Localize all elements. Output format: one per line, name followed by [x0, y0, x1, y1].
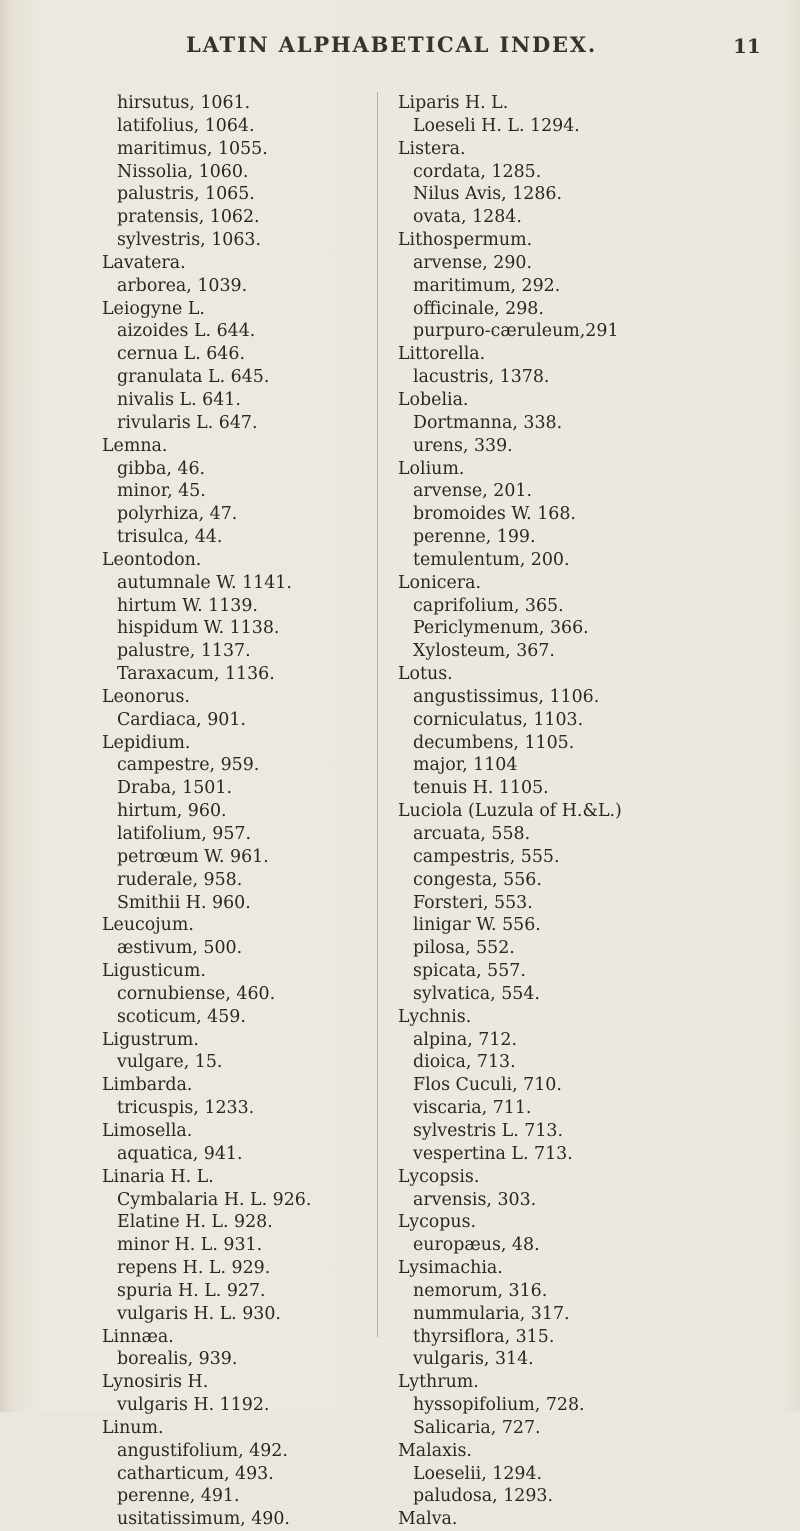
- species-entry: corniculatus, 1103.: [413, 709, 584, 730]
- genus-heading: Limosella.: [102, 1120, 193, 1141]
- species-entry: europæus, 48.: [413, 1235, 540, 1256]
- species-entry: Cymbalaria H. L. 926.: [117, 1189, 312, 1210]
- species-entry: campestre, 959.: [117, 755, 260, 776]
- species-entry: dioica, 713.: [413, 1052, 516, 1073]
- species-entry: Dortmanna, 338.: [413, 412, 563, 433]
- genus-heading: Limbarda.: [102, 1075, 193, 1096]
- species-entry: cernua L. 646.: [117, 344, 245, 365]
- genus-heading: Linnæa.: [102, 1326, 174, 1347]
- genus-heading: Lythrum.: [398, 1372, 479, 1393]
- species-entry: pratensis, 1062.: [117, 207, 260, 228]
- species-entry: trisulca, 44.: [117, 527, 223, 548]
- species-entry: polyrhiza, 47.: [117, 504, 238, 525]
- species-entry: angustissimus, 1106.: [413, 686, 600, 707]
- species-entry: maritimus, 1055.: [117, 138, 268, 159]
- species-entry: tricuspis, 1233.: [117, 1098, 255, 1119]
- genus-heading: Lonicera.: [398, 572, 482, 593]
- species-entry: campestris, 555.: [413, 846, 560, 867]
- genus-heading: Lepidium.: [102, 732, 191, 753]
- genus-heading: Lynosiris H.: [102, 1372, 209, 1393]
- species-entry: perenne, 199.: [413, 527, 536, 548]
- species-entry: petrœum W. 961.: [117, 846, 269, 867]
- genus-heading: Malva.: [398, 1509, 458, 1530]
- species-entry: hirtum W. 1139.: [117, 595, 258, 616]
- species-entry: congesta, 556.: [413, 869, 542, 890]
- genus-heading: Lychnis.: [398, 1006, 472, 1027]
- species-entry: lacustris, 1378.: [413, 367, 550, 388]
- species-entry: vulgare, 15.: [117, 1052, 223, 1073]
- left-index-column: [102, 92, 311, 1531]
- species-entry: Cardiaca, 901.: [117, 709, 246, 730]
- species-entry: viscaria, 711.: [413, 1098, 532, 1119]
- species-entry: scoticum, 459.: [117, 1006, 246, 1027]
- species-entry: major, 1104: [413, 755, 518, 776]
- species-entry: minor, 45.: [117, 481, 206, 502]
- species-entry: repens H. L. 929.: [117, 1258, 271, 1279]
- species-entry: Loeselii, 1294.: [413, 1463, 543, 1484]
- species-entry: gibba, 46.: [117, 458, 206, 479]
- genus-heading: Linaria H. L.: [102, 1166, 214, 1187]
- species-entry: Nissolia, 1060.: [117, 161, 249, 182]
- species-entry: catharticum, 493.: [117, 1463, 274, 1484]
- species-entry: vulgaris H. 1192.: [117, 1395, 270, 1416]
- genus-heading: Luciola (Luzula of H.&L.): [398, 801, 622, 822]
- genus-heading: Lemna.: [102, 435, 168, 456]
- species-entry: minor H. L. 931.: [117, 1235, 263, 1256]
- page-header: [0, 32, 800, 62]
- species-entry: æstivum, 500.: [117, 938, 243, 959]
- species-entry: decumbens, 1105.: [413, 732, 575, 753]
- genus-heading: Malaxis.: [398, 1440, 472, 1461]
- species-entry: arvense, 201.: [413, 481, 532, 502]
- species-entry: Flos Cuculi, 710.: [413, 1075, 562, 1096]
- species-entry: Forsteri, 553.: [413, 892, 533, 913]
- species-entry: palustris, 1065.: [117, 184, 255, 205]
- species-entry: perenne, 491.: [117, 1486, 240, 1507]
- species-entry: aquatica, 941.: [117, 1143, 243, 1164]
- species-entry: vulgaris, 314.: [413, 1349, 534, 1370]
- genus-heading: Lithospermum.: [398, 230, 533, 251]
- genus-heading: Lobelia.: [398, 389, 469, 410]
- species-entry: granulata L. 645.: [117, 367, 270, 388]
- species-entry: angustifolium, 492.: [117, 1440, 288, 1461]
- species-entry: caprifolium, 365.: [413, 595, 564, 616]
- column-divider: [377, 92, 378, 1337]
- species-entry: hirtum, 960.: [117, 801, 227, 822]
- species-entry: Elatine H. L. 928.: [117, 1212, 273, 1233]
- species-entry: vespertina L. 713.: [413, 1143, 573, 1164]
- species-entry: maritimum, 292.: [413, 275, 561, 296]
- species-entry: Xylosteum, 367.: [413, 641, 555, 662]
- species-entry: Loeseli H. L. 1294.: [413, 115, 580, 136]
- genus-heading: Leiogyne L.: [102, 298, 205, 319]
- species-entry: sylvatica, 554.: [413, 983, 540, 1004]
- genus-heading: Linum.: [102, 1417, 164, 1438]
- species-entry: urens, 339.: [413, 435, 513, 456]
- species-entry: temulentum, 200.: [413, 549, 570, 570]
- species-entry: alpina, 712.: [413, 1029, 517, 1050]
- species-entry: hispidum W. 1138.: [117, 618, 280, 639]
- species-entry: cordata, 1285.: [413, 161, 542, 182]
- species-entry: sylvestris, 1063.: [117, 230, 261, 251]
- running-title: LATIN ALPHABETICAL INDEX.: [186, 32, 597, 57]
- genus-heading: Leonorus.: [102, 686, 190, 707]
- genus-heading: Leontodon.: [102, 549, 202, 570]
- species-entry: usitatissimum, 490.: [117, 1509, 290, 1530]
- species-entry: autumnale W. 1141.: [117, 572, 292, 593]
- species-entry: Taraxacum, 1136.: [117, 664, 275, 685]
- species-entry: aizoides L. 644.: [117, 321, 256, 342]
- page-number: 11: [733, 34, 761, 58]
- genus-heading: Lycopsis.: [398, 1166, 480, 1187]
- genus-heading: Leucojum.: [102, 915, 194, 936]
- genus-heading: Lavatera.: [102, 252, 186, 273]
- species-entry: Smithii H. 960.: [117, 892, 251, 913]
- species-entry: paludosa, 1293.: [413, 1486, 553, 1507]
- species-entry: nemorum, 316.: [413, 1280, 548, 1301]
- genus-heading: Lysimachia.: [398, 1258, 503, 1279]
- species-entry: ruderale, 958.: [117, 869, 243, 890]
- species-entry: sylvestris L. 713.: [413, 1120, 563, 1141]
- species-entry: cornubiense, 460.: [117, 983, 276, 1004]
- genus-heading: Ligustrum.: [102, 1029, 199, 1050]
- genus-heading: Ligusticum.: [102, 961, 206, 982]
- species-entry: Periclymenum, 366.: [413, 618, 589, 639]
- species-entry: ovata, 1284.: [413, 207, 522, 228]
- species-entry: tenuis H. 1105.: [413, 778, 549, 799]
- species-entry: spuria H. L. 927.: [117, 1280, 266, 1301]
- genus-heading: Lycopus.: [398, 1212, 477, 1233]
- species-entry: latifolium, 957.: [117, 824, 251, 844]
- species-entry: hyssopifolium, 728.: [413, 1395, 585, 1416]
- species-entry: arborea, 1039.: [117, 275, 248, 296]
- species-entry: vulgaris H. L. 930.: [117, 1303, 281, 1324]
- species-entry: hirsutus, 1061.: [117, 93, 251, 113]
- species-entry: thyrsiflora, 315.: [413, 1326, 555, 1347]
- species-entry: arcuata, 558.: [413, 824, 531, 844]
- species-entry: nivalis L. 641.: [117, 389, 241, 410]
- genus-heading: Littorella.: [398, 344, 486, 365]
- species-entry: arvensis, 303.: [413, 1189, 537, 1210]
- species-entry: palustre, 1137.: [117, 641, 251, 662]
- right-index-column: [398, 92, 622, 1531]
- genus-heading: Lolium.: [398, 458, 465, 479]
- species-entry: linigar W. 556.: [413, 915, 541, 936]
- species-entry: Nilus Avis, 1286.: [413, 184, 563, 205]
- species-entry: nummularia, 317.: [413, 1303, 570, 1324]
- genus-heading: Lotus.: [398, 664, 453, 685]
- species-entry: latifolius, 1064.: [117, 115, 255, 136]
- species-entry: rivularis L. 647.: [117, 412, 258, 433]
- species-entry: bromoides W. 168.: [413, 504, 576, 525]
- species-entry: spicata, 557.: [413, 961, 526, 982]
- species-entry: arvense, 290.: [413, 252, 532, 273]
- species-entry: pilosa, 552.: [413, 938, 515, 959]
- species-entry: Draba, 1501.: [117, 778, 232, 799]
- species-entry: purpuro-cæruleum,291: [413, 321, 619, 342]
- genus-heading: Liparis H. L.: [398, 93, 509, 113]
- species-entry: Salicaria, 727.: [413, 1417, 541, 1438]
- genus-heading: Listera.: [398, 138, 466, 159]
- species-entry: officinale, 298.: [413, 298, 544, 319]
- species-entry: borealis, 939.: [117, 1349, 238, 1370]
